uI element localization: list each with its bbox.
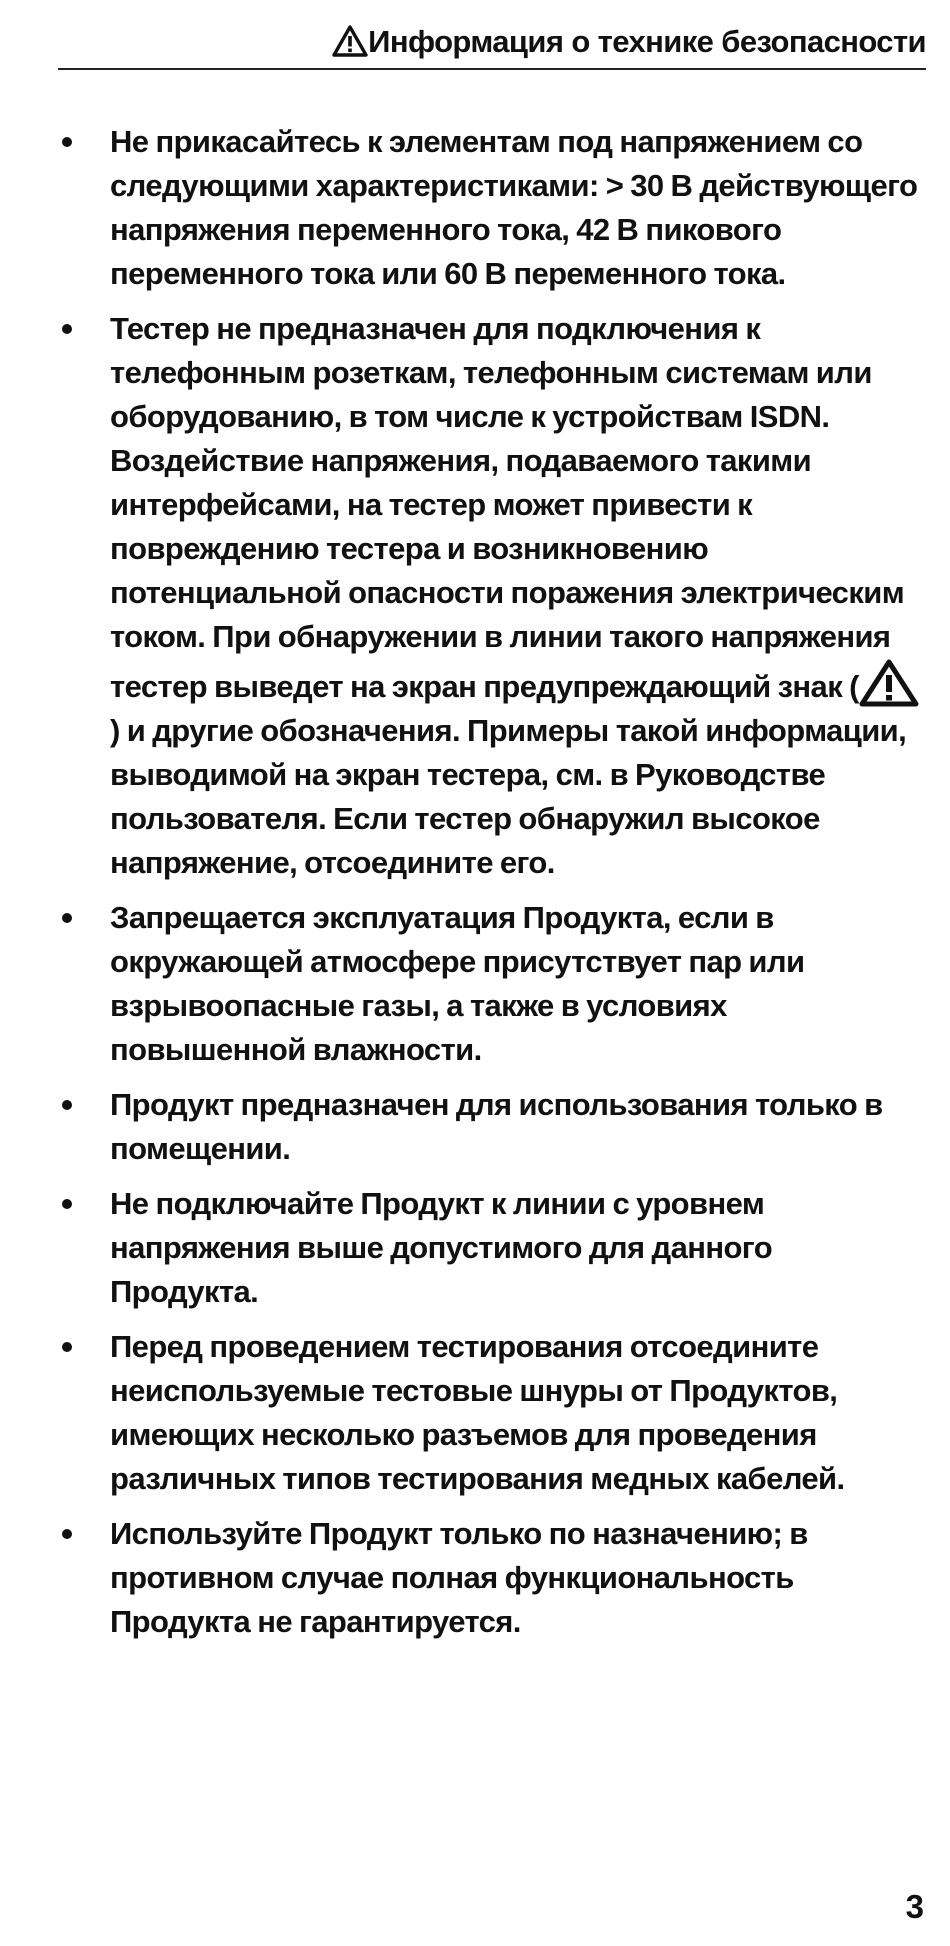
page-number: 3 bbox=[905, 1888, 924, 1925]
list-item-text: Не прикасайтесь к элементам под напряжением со следующими характеристиками: > 30 В действующего напряжения переменного тока, 42 В пикового переменного тока или 60 В переменного тока. bbox=[110, 124, 918, 291]
warning-triangle-icon bbox=[332, 25, 368, 57]
bullet-icon bbox=[62, 1342, 72, 1352]
header-title-wrap bbox=[332, 24, 926, 60]
page-title: Информация о технике безопасности bbox=[368, 24, 926, 59]
safety-list bbox=[58, 120, 926, 1644]
list-item bbox=[58, 1512, 926, 1644]
list-item-text: Запрещается эксплуатация Продукта, если в окружающей атмосфере присутствует пар или взрывоопасные газы, а также в условиях повышенной влажности. bbox=[110, 900, 805, 1067]
list-item-text-after: ) и другие обозначения. Примеры такой информации, выводимой на экран тестера, см. в Руководстве пользователя. Если тестер обнаружил высокое напряжение, отсоедините его. bbox=[110, 713, 907, 880]
list-item-text: Продукт предназначен для использования только в помещении. bbox=[110, 1087, 883, 1166]
list-item-text: Используйте Продукт только по назначению; в противном случае полная функциональность Продукта не гарантируется. bbox=[110, 1516, 808, 1639]
list-item bbox=[58, 1182, 926, 1314]
bullet-icon bbox=[62, 1529, 72, 1539]
bullet-icon bbox=[62, 913, 72, 923]
bullet-icon bbox=[62, 1100, 72, 1110]
list-item-text-before: Тестер не предназначен для подключения к телефонным розеткам, телефонным системам или оборудованию, в том числе к устройствам ISDN. Воздействие напряжения, подаваемого такими интерфейсами, на тестер может привести к повреждению тестера и возникновению потенциальной опасности поражения электрическим током. При обнаружении в линии такого напряжения тестер выведет на экран предупреждающий знак ( bbox=[110, 311, 905, 704]
bullet-icon bbox=[62, 324, 72, 334]
list-item bbox=[58, 307, 926, 885]
bullet-icon bbox=[62, 137, 72, 147]
safety-list-container bbox=[58, 120, 926, 1655]
list-item bbox=[58, 1083, 926, 1171]
list-item bbox=[58, 1325, 926, 1501]
list-item-text: Перед проведением тестирования отсоедините неиспользуемые тестовые шнуры от Продуктов, имеющих несколько разъемов для проведения различных типов тестирования медных кабелей. bbox=[110, 1329, 845, 1496]
list-item bbox=[58, 896, 926, 1072]
page-header bbox=[58, 16, 926, 70]
warning-triangle-icon bbox=[859, 659, 919, 707]
list-item bbox=[58, 120, 926, 296]
bullet-icon bbox=[62, 1199, 72, 1209]
list-item-text: Не подключайте Продукт к линии с уровнем напряжения выше допустимого для данного Продукта. bbox=[110, 1186, 773, 1309]
